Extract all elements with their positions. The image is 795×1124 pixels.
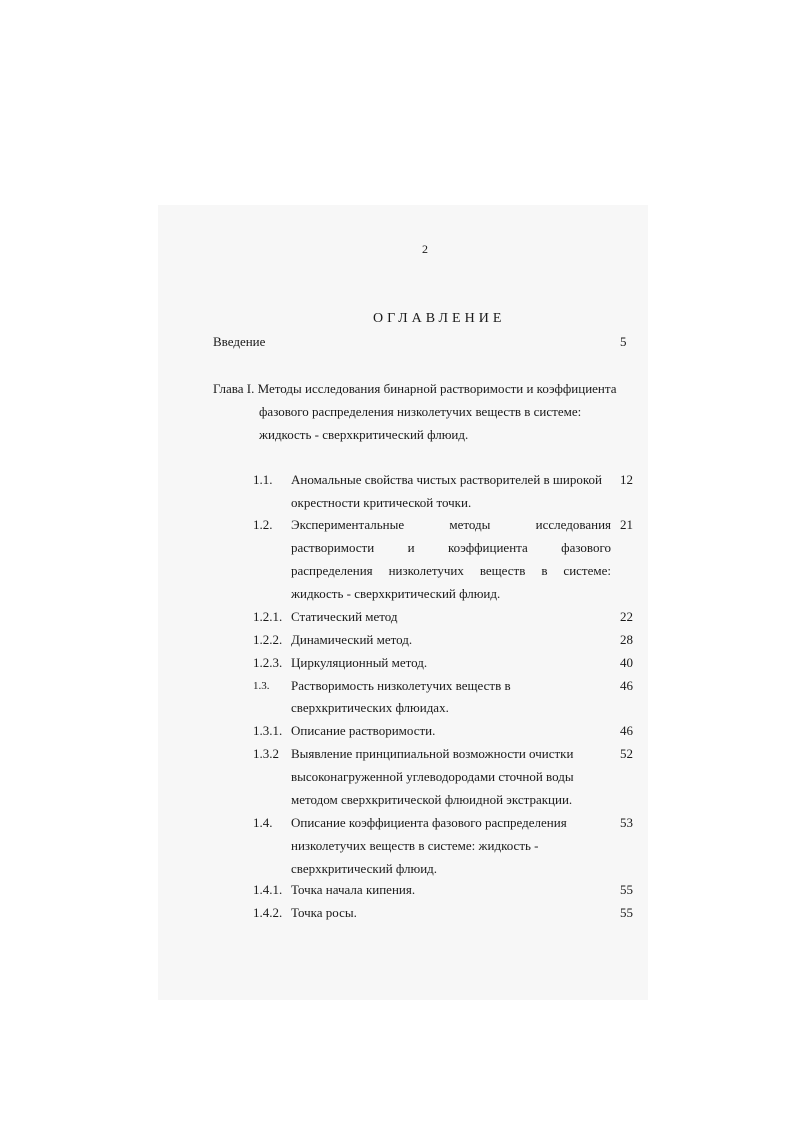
toc-entry-justified-line [291,540,611,556]
toc-entry-number: 1.2. [253,517,273,532]
page-number: 2 [422,242,428,256]
word: фазового [561,540,611,555]
toc-entry-justified-line [291,563,611,579]
page-title: ОГЛАВЛЕНИЕ [373,311,506,326]
toc-entry-text: Точка росы. [291,905,357,920]
toc-entry-text: Точка начала кипения. [291,882,416,897]
toc-entry-number: 1.4. [253,815,273,830]
toc-entry-number: 1.4.1. [253,882,283,897]
word: и [407,540,415,555]
toc-entry-number: 1.2.1. [253,609,283,624]
toc-entry-text: сверхкритических флюидах. [291,700,449,715]
word: веществ [479,563,526,578]
toc-intro-page: 5 [620,334,627,349]
toc-entry-number: 1.2.2. [253,632,283,647]
toc-entry-page: 55 [620,905,633,920]
toc-entry-page: 28 [620,632,633,647]
word: низколетучих [388,563,464,578]
toc-entry-text: сверхкритический флюид. [291,861,438,876]
word: распределения [291,563,373,578]
toc-entry-justified-line [291,517,611,533]
toc-entry-number: 1.3. [253,680,270,692]
toc-entry-page: 22 [620,609,633,624]
toc-entry-text: жидкость - сверхкритический флюид. [291,586,501,601]
toc-entry-text: низколетучих веществ в системе: жидкость - [291,838,539,853]
word: методы [449,517,491,532]
toc-entry-text: Статический метод [291,609,398,624]
word: растворимости [291,540,375,555]
toc-entry-text: окрестности критической точки. [291,495,472,510]
toc-entry-text: Выявление принципиальной возможности очистки [291,746,574,761]
toc-entry-text: Аномальные свойства чистых растворителей в широкой [291,472,603,487]
toc-entry-page: 55 [620,882,633,897]
toc-entry-page: 52 [620,746,633,761]
toc-entry-page: 46 [620,723,633,738]
word: в [541,563,548,578]
toc-entry-page: 21 [620,517,633,532]
chapter-title-line-2: фазового распределения низколетучих веществ в системе: [259,404,582,419]
word: Экспериментальные [291,517,405,532]
toc-entry-text: Описание коэффициента фазового распределения [291,815,567,830]
toc-entry-text: Циркуляционный метод. [291,655,428,670]
toc-entry-text: Описание растворимости. [291,723,436,738]
toc-entry-page: 53 [620,815,633,830]
chapter-title-line-3: жидкость - сверхкритический флюид. [259,427,469,442]
toc-intro-label: Введение [213,334,266,349]
toc-entry-page: 46 [620,678,633,693]
word: исследования [535,517,611,532]
toc-entry-page: 40 [620,655,633,670]
toc-entry-number: 1.4.2. [253,905,283,920]
toc-entry-page: 12 [620,472,633,487]
toc-entry-text: Растворимость низколетучих веществ в [291,678,511,693]
toc-entry-number: 1.2.3. [253,655,283,670]
chapter-title-line-1: Глава I. Методы исследования бинарной растворимости и коэффициента [213,381,617,396]
toc-entry-number: 1.1. [253,472,273,487]
word: коэффициента [447,540,528,555]
toc-entry-text: Динамический метод. [291,632,413,647]
toc-entry-number: 1.3.1. [253,723,283,738]
toc-entry-number: 1.3.2 [253,746,279,761]
toc-entry-text: высоконагруженной углеводородами сточной воды [291,769,574,784]
toc-entry-text: методом сверхкритической флюидной экстракции. [291,792,573,807]
word: системе: [563,563,611,578]
